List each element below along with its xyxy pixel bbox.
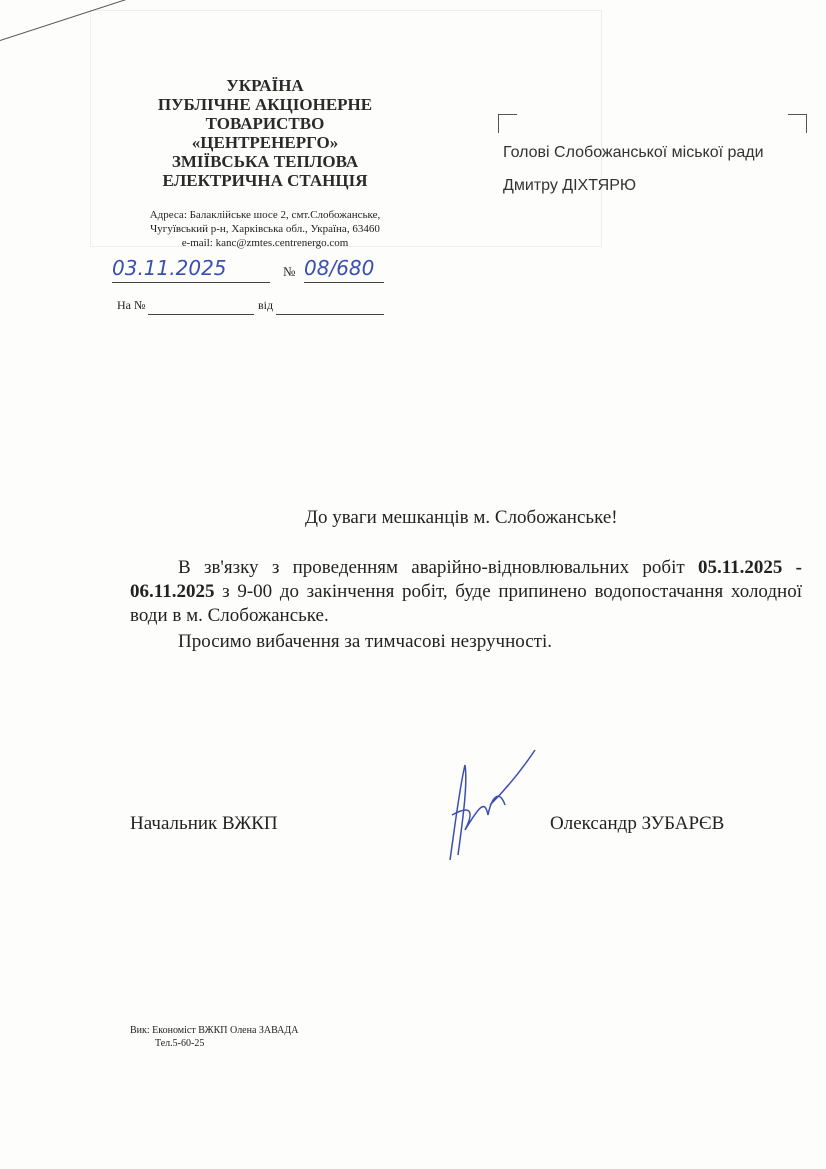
header-line: УКРАЇНА	[226, 76, 304, 95]
outgoing-number: 08/680	[304, 256, 384, 283]
address-email: e-mail: kanc@zmtes.centrenergo.com	[181, 237, 349, 249]
number-label: №	[283, 264, 296, 279]
notice-title: До уваги мешканців м. Слобожанське!	[305, 507, 618, 528]
reply-label: На №	[117, 298, 146, 312]
notice-text: з 9-00 до закінчення робіт, буде припинено водопостачання холодної води в м. Слобожанське.	[130, 581, 803, 626]
address-line: Чугуївський р-н, Харківська обл., Україна, 63460	[150, 223, 380, 235]
signer-name: Олександр ЗУБАРЄВ	[550, 813, 725, 834]
signer-position: Начальник ВЖКП	[130, 813, 278, 834]
outgoing-date: 03.11.2025	[112, 256, 270, 283]
reply-date-blank	[276, 300, 384, 315]
recipient-title: Голові Слобожанської міської ради	[503, 144, 764, 161]
notice-paragraph	[130, 556, 802, 628]
header-line: ТОВАРИСТВО	[205, 114, 325, 133]
address-corner-right	[788, 114, 807, 133]
address-corner-left	[498, 114, 517, 133]
reply-number-blank	[148, 300, 254, 315]
organization-header	[110, 76, 420, 190]
notice-text: В зв'язку з проведенням аварійно-відновлювальних робіт	[178, 557, 685, 578]
address-line: Адреса: Балаклійське шосе 2, смт.Слобожанське,	[149, 209, 381, 221]
executor: Вик: Економіст ВЖКП Олена ЗАВАДА	[130, 1025, 299, 1036]
header-line: ЗМІЇВСЬКА ТЕПЛОВА	[171, 152, 359, 171]
from-label: від	[258, 298, 274, 312]
handwritten-signature	[430, 745, 540, 870]
notice-dates: 05.11.2025 - 06.11.2025	[130, 557, 802, 602]
apology: Просимо вибачення за тимчасові незручності.	[178, 631, 553, 652]
header-line: «ЦЕНТРЕНЕРГО»	[191, 133, 339, 152]
recipient-name: Дмитру ДІХТЯРЮ	[503, 177, 637, 194]
executor-phone: Тел.5-60-25	[155, 1038, 205, 1049]
organization-address	[110, 208, 420, 250]
header-line: ЕЛЕКТРИЧНА СТАНЦІЯ	[162, 171, 368, 190]
header-line: ПУБЛІЧНЕ АКЦІОНЕРНЕ	[157, 95, 373, 114]
